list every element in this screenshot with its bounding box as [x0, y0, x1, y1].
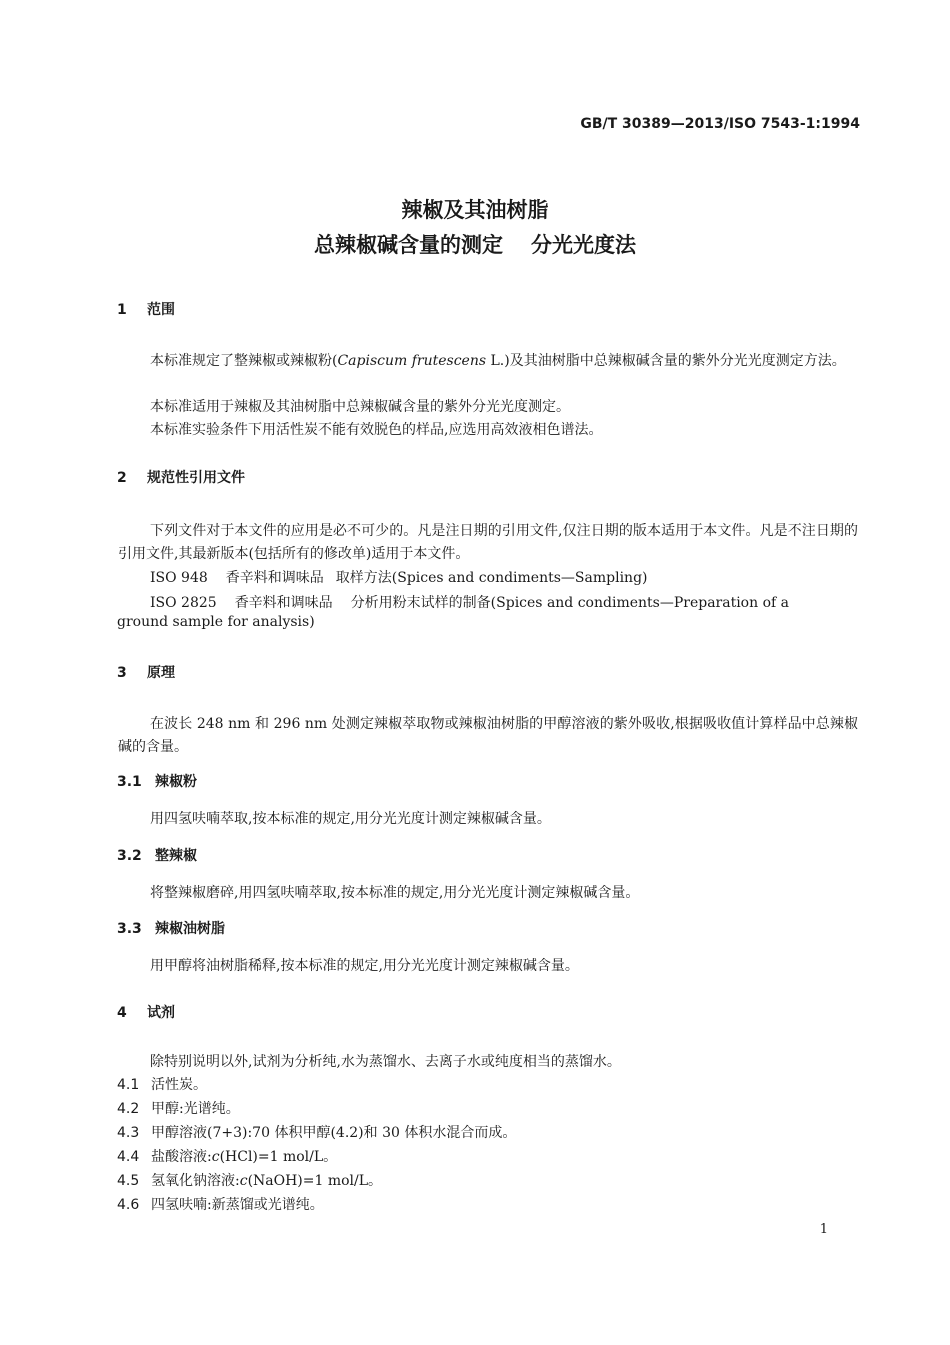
- subsection-3-2-text: 将整辣椒磨碎,用四氢呋喃萃取,按本标准的规定,用分光光度计测定辣椒碱含量。: [150, 885, 640, 901]
- normative-reference-2: [150, 592, 789, 612]
- section-1-paragraph-1: [118, 350, 858, 373]
- section-title: 规范性引用文件: [147, 470, 245, 486]
- reagent-item: [117, 1122, 516, 1142]
- reference-description: 取样方法(Spices and condiments—Sampling): [335, 570, 648, 586]
- section-number: 4: [117, 1005, 127, 1021]
- subsection-3-1-heading: [117, 771, 197, 791]
- section-title: 试剂: [147, 1005, 175, 1021]
- section-title: 原理: [147, 665, 175, 681]
- section-number: 3: [117, 665, 127, 681]
- item-symbol: c: [239, 1173, 248, 1189]
- item-number: 4.3: [117, 1125, 140, 1141]
- item-text: 活性炭。: [151, 1077, 207, 1093]
- section-number: 1: [117, 302, 127, 318]
- section-1-paragraph-2: 本标准适用于辣椒及其油树脂中总辣椒碱含量的紫外分光光度测定。: [150, 399, 570, 415]
- document-title-line1: 辣椒及其油树脂: [401, 197, 549, 222]
- standard-number: GB/T 30389—2013/ISO 7543-1:1994: [580, 116, 860, 132]
- subsection-number: 3.3: [117, 921, 142, 937]
- item-number: 4.1: [117, 1077, 140, 1093]
- section-3-paragraph-1: 在波长 248 nm 和 296 nm 处测定辣椒萃取物或辣椒油树脂的甲醇溶液的紫外吸收,根据吸收值计算样品中总辣椒碱的含量。: [118, 716, 858, 755]
- reference-title: 香辛料和调味品: [234, 595, 333, 611]
- normative-reference-1: [150, 567, 648, 587]
- species-name: Capiscum frutescens: [337, 353, 487, 369]
- item-number: 4.5: [117, 1173, 140, 1189]
- normative-reference-2-continued: ground sample for analysis): [117, 614, 315, 630]
- section-title: 范围: [147, 302, 175, 318]
- section-1-paragraph-3: 本标准实验条件下用活性炭不能有效脱色的样品,应选用高效液相色谱法。: [150, 422, 603, 438]
- item-symbol: c: [211, 1149, 220, 1165]
- item-text: 甲醇:光谱纯。: [151, 1101, 240, 1117]
- subsection-3-2-heading: [117, 845, 197, 865]
- item-text: 甲醇溶液(7+3):70 体积甲醇(4.2)和 30 体积水混合而成。: [151, 1125, 517, 1141]
- reagent-item: [117, 1098, 240, 1118]
- subsection-title: 整辣椒: [155, 848, 197, 864]
- reagent-item: [117, 1074, 207, 1094]
- reference-title: 香辛料和调味品: [225, 570, 324, 586]
- subsection-number: 3.1: [117, 774, 142, 790]
- section-4-paragraph-1: 除特别说明以外,试剂为分析纯,水为蒸馏水、去离子水或纯度相当的蒸馏水。: [150, 1054, 621, 1070]
- section-3-heading: [117, 662, 175, 682]
- subsection-title: 辣椒粉: [155, 774, 197, 790]
- item-number: 4.6: [117, 1197, 140, 1213]
- section-2-heading: [117, 467, 245, 487]
- subsection-3-1-text: 用四氢呋喃萃取,按本标准的规定,用分光光度计测定辣椒碱含量。: [150, 811, 551, 827]
- section-number: 2: [117, 470, 127, 486]
- item-text: 氢氧化钠溶液:: [151, 1173, 240, 1189]
- item-number: 4.4: [117, 1149, 140, 1165]
- reagent-item: [117, 1194, 324, 1214]
- item-text: 盐酸溶液:: [151, 1149, 212, 1165]
- item-text: 四氢呋喃:新蒸馏或光谱纯。: [151, 1197, 324, 1213]
- reference-description: 分析用粉末试样的制备(Spices and condiments—Preparation of a: [350, 595, 789, 611]
- document-title-line2: [0, 229, 950, 259]
- subsection-title: 辣椒油树脂: [155, 921, 225, 937]
- item-text: (HCl)=1 mol/L。: [219, 1149, 338, 1165]
- title-part2: 分光光度法: [531, 232, 636, 257]
- subsection-3-3-heading: [117, 918, 225, 938]
- page-number: 1: [819, 1222, 828, 1237]
- section-2-paragraph-1: 下列文件对于本文件的应用是必不可少的。凡是注日期的引用文件,仅注日期的版本适用于本文件。凡是不注日期的引用文件,其最新版本(包括所有的修改单)适用于本文件。: [118, 523, 858, 562]
- reagent-item: [117, 1170, 382, 1190]
- reference-code: ISO 2825: [150, 595, 217, 611]
- item-text: (NaOH)=1 mol/L。: [247, 1173, 383, 1189]
- section-4-heading: [117, 1002, 175, 1022]
- text-run: L.)及其油树脂中总辣椒碱含量的紫外分光光度测定方法。: [486, 353, 846, 369]
- subsection-3-3-text: 用甲醇将油树脂稀释,按本标准的规定,用分光光度计测定辣椒碱含量。: [150, 958, 579, 974]
- text-run: 本标准规定了整辣椒或辣椒粉(: [150, 353, 338, 369]
- subsection-number: 3.2: [117, 848, 142, 864]
- reference-code: ISO 948: [150, 570, 208, 586]
- title-part1: 总辣椒碱含量的测定: [314, 232, 503, 257]
- item-number: 4.2: [117, 1101, 140, 1117]
- section-1-heading: [117, 299, 175, 319]
- reagent-item: [117, 1146, 337, 1166]
